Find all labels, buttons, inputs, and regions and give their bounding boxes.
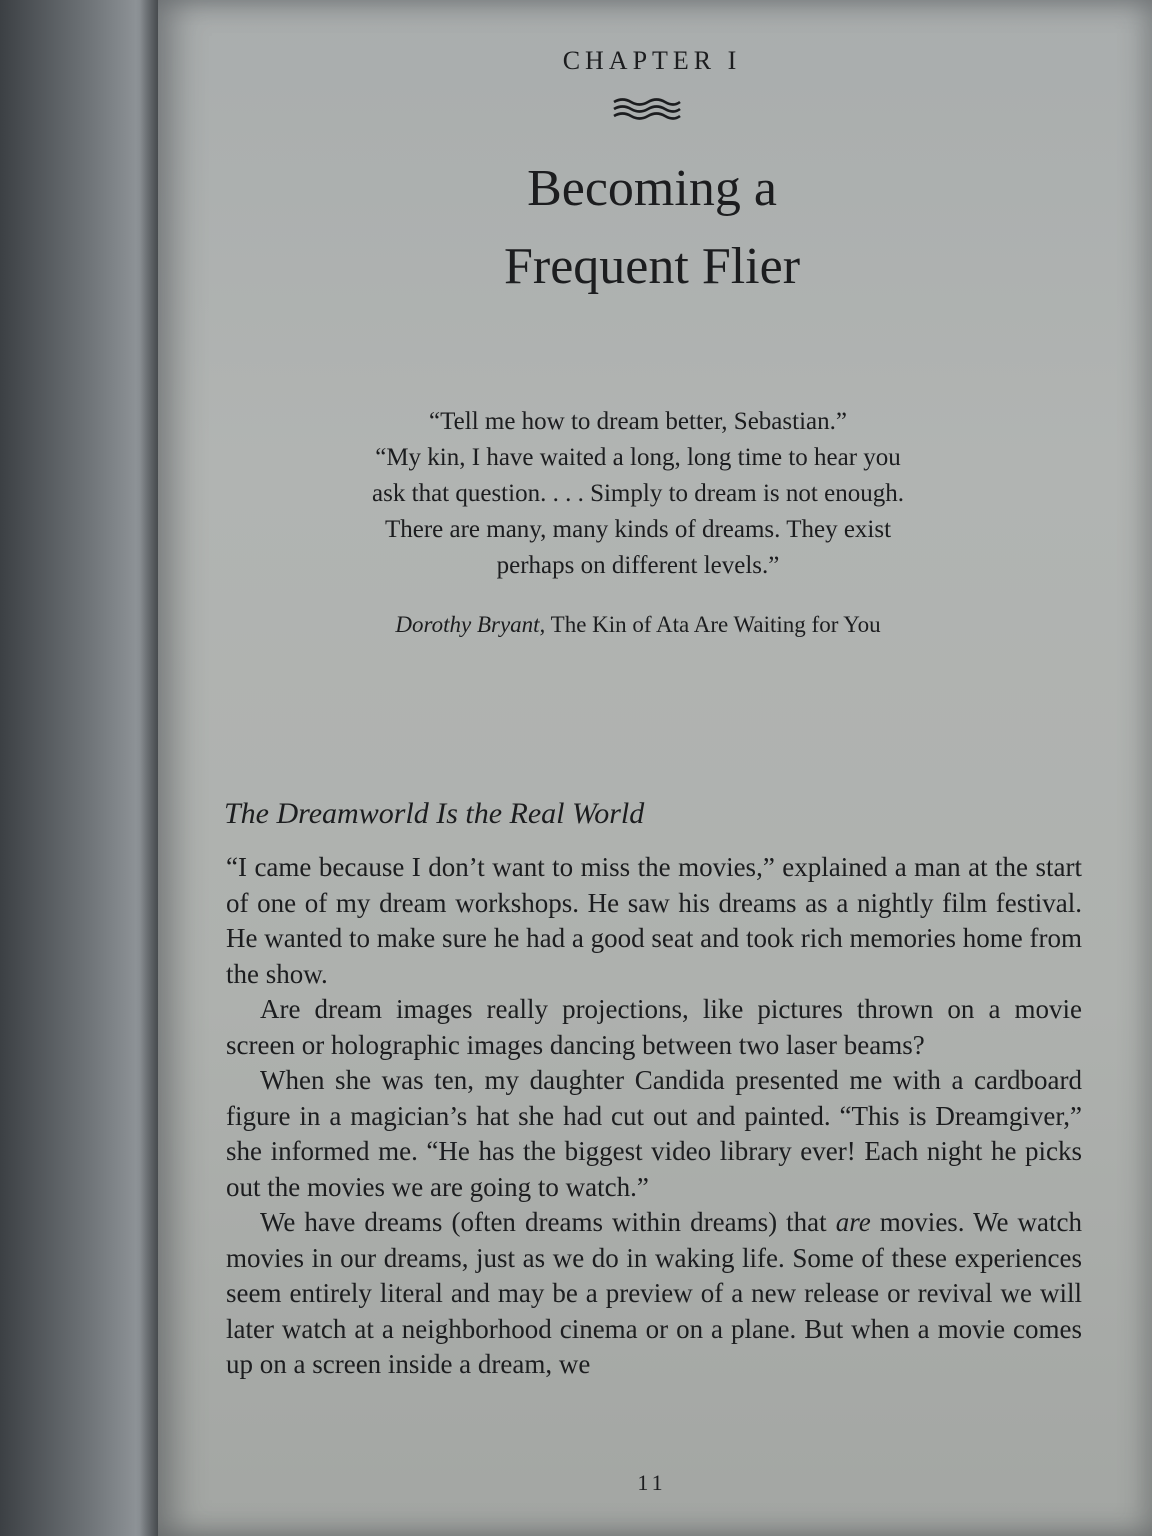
chapter-label: CHAPTER I <box>562 46 742 75</box>
epigraph-work-title: The Kin of Ata Are Waiting for You <box>545 612 881 637</box>
epigraph-line: “My kin, I have waited a long, long time to hear you <box>375 444 901 471</box>
body-text-span: movies. We watch movies in our dreams, just as we do in waking life. Some of these experiences seem entirely literal and may be a preview of a new release or revival we will later watch at a neighborhood cinema or on a plane. But when a movie comes up on a screen inside a dream, we <box>226 1207 1082 1379</box>
epigraph-author: Dorothy Bryant, <box>395 612 546 637</box>
chapter-title-line-1: Becoming a <box>527 160 777 217</box>
body-paragraph: When she was ten, my daughter Candida presented me with a cardboard figure in a magician’s hat she had cut out and painted. “This is Dreamgiver,” she informed me. “He has the biggest video library ever! Each night he picks out the movies we are going to watch.” <box>226 1065 1082 1202</box>
body-text-span: We have dreams (often dreams within dreams) that <box>260 1207 836 1237</box>
page-number: 11 <box>637 1470 667 1495</box>
body-paragraph: “I came because I don’t want to miss the movies,” explained a man at the start of one of my dream workshops. He saw his dreams as a nightly film festival. He wanted to make sure he had a good seat and took rich memories home from the show. <box>226 852 1082 989</box>
section-heading: The Dreamworld Is the Real World <box>224 797 645 830</box>
epigraph <box>318 404 958 584</box>
epigraph-line: ask that question. . . . Simply to dream is not enough. <box>372 480 904 507</box>
epigraph-line: perhaps on different levels.” <box>496 552 780 579</box>
chapter-title-line-2: Frequent Flier <box>503 238 801 295</box>
facing-page-edge <box>0 0 160 1536</box>
body-text <box>226 850 1082 1383</box>
body-emphasis: are <box>835 1207 871 1237</box>
epigraph-attribution <box>318 612 958 638</box>
body-paragraph: Are dream images really projections, like pictures thrown on a movie screen or holographic images dancing between two laser beams? <box>226 994 1082 1060</box>
chapter-title <box>158 150 1146 306</box>
wave-ornament-icon <box>612 96 682 122</box>
body-paragraph <box>226 1205 1082 1383</box>
epigraph-line: “Tell me how to dream better, Sebastian.” <box>429 408 847 435</box>
book-page <box>158 0 1152 1536</box>
epigraph-line: There are many, many kinds of dreams. They exist <box>384 516 892 543</box>
